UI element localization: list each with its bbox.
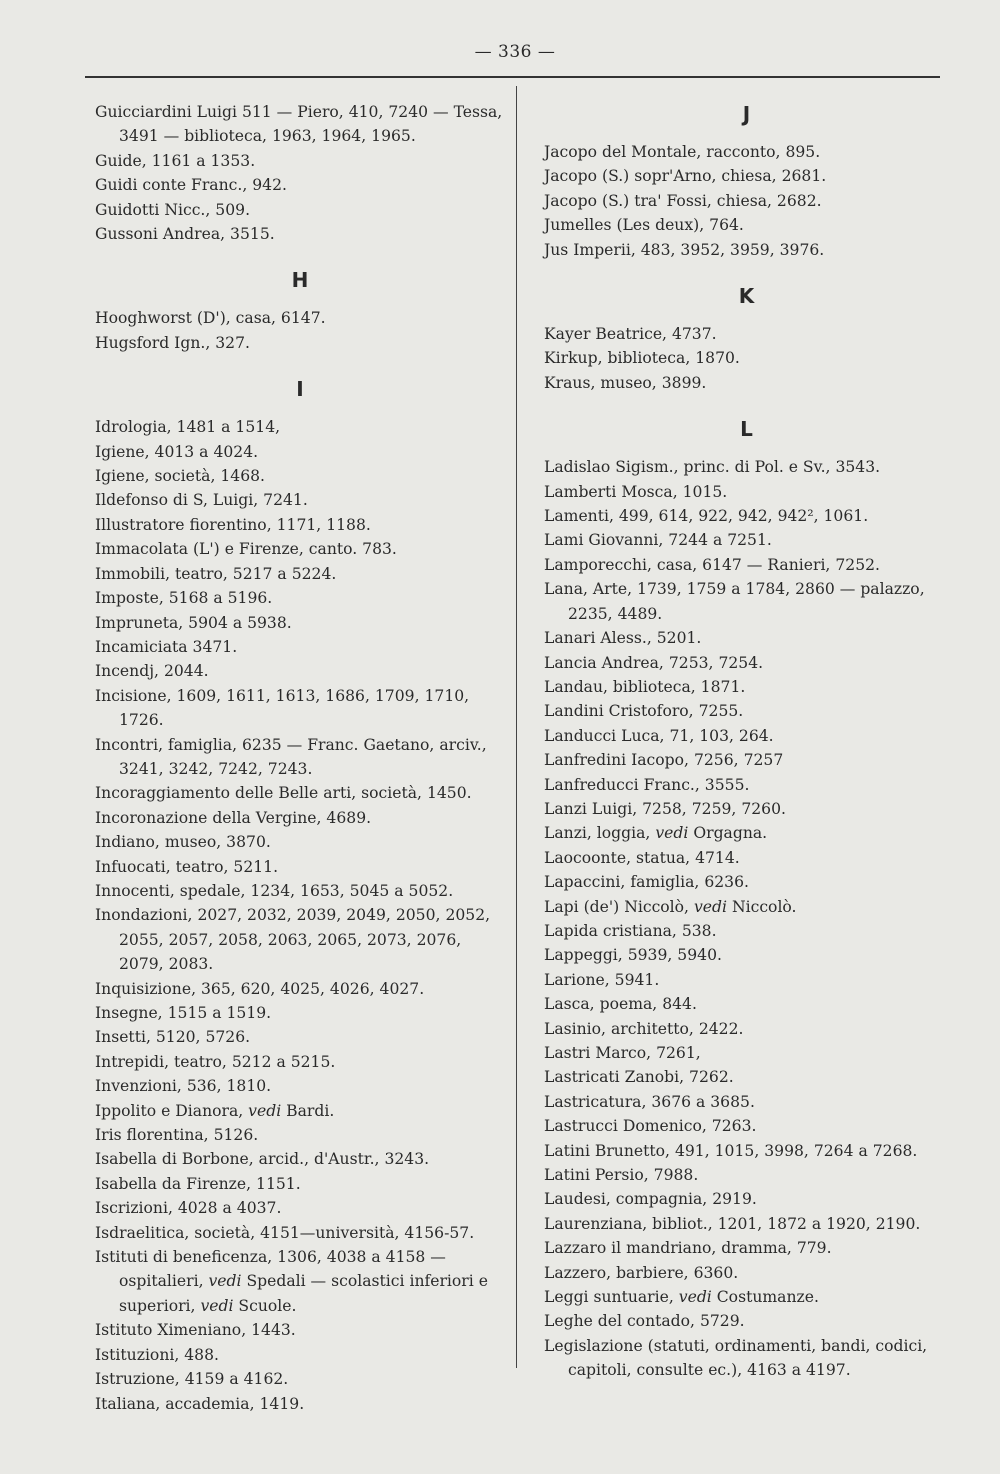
index-entry: Lazzaro il mandriano, dramma, 779. <box>544 1239 832 1258</box>
index-entry: Lappeggi, 5939, 5940. <box>544 946 722 965</box>
index-entry: Lasinio, architetto, 2422. <box>544 1019 744 1038</box>
index-entry: Lanzi, loggia, vedi Orgagna. <box>544 824 768 843</box>
index-entry: Lapi (de') Niccolò, vedi Niccolò. <box>544 897 797 916</box>
index-column-left <box>95 100 505 1416</box>
section-letter: K <box>738 284 755 309</box>
index-entry: Incamiciata 3471. <box>95 637 238 656</box>
index-entry: Iscrizioni, 4028 a 4037. <box>95 1199 282 1218</box>
index-entry: Laudesi, compagnia, 2919. <box>544 1190 757 1209</box>
index-entry: Lami Giovanni, 7244 a 7251. <box>544 531 772 550</box>
index-entry: Lastricati Zanobi, 7262. <box>544 1068 734 1087</box>
section-letter: H <box>291 268 309 293</box>
index-entry: Invenzioni, 536, 1810. <box>95 1077 272 1096</box>
index-entry: Istruzione, 4159 a 4162. <box>95 1370 289 1389</box>
index-entry: Lancia Andrea, 7253, 7254. <box>544 653 764 672</box>
index-entry: Leggi suntuarie, vedi Costumanze. <box>544 1288 819 1307</box>
index-entry: Guide, 1161 a 1353. <box>95 151 256 170</box>
index-entry: Idrologia, 1481 a 1514, <box>95 418 281 437</box>
index-entry: Iris florentina, 5126. <box>95 1126 259 1145</box>
index-entry: Inondazioni, 2027, 2032, 2039, 2049, 2050, 2052, 2055, 2057, 2058, 2063, 2065, 2073, 2076, 2079, 2083. <box>95 906 491 974</box>
index-entry: Illustratore fiorentino, 1171, 1188. <box>95 515 371 534</box>
index-entry: Landucci Luca, 71, 103, 264. <box>544 726 774 745</box>
index-entry: Lamberti Mosca, 1015. <box>544 482 728 501</box>
index-entry: Lanari Aless., 5201. <box>544 629 702 648</box>
index-column-right <box>544 102 949 1383</box>
index-entry: Immacolata (L') e Firenze, canto. 783. <box>95 540 397 559</box>
index-entry: Jacopo del Montale, racconto, 895. <box>544 143 821 161</box>
header-rule <box>85 76 940 78</box>
index-entry: Immobili, teatro, 5217 a 5224. <box>95 564 337 583</box>
index-entry: Isdraelitica, società, 4151—università, 4156-57. <box>95 1223 475 1242</box>
index-entry: Lanzi Luigi, 7258, 7259, 7260. <box>544 799 786 818</box>
page-number: — 336 — <box>474 42 556 62</box>
index-entry: Insetti, 5120, 5726. <box>95 1028 251 1047</box>
index-entry: Jus Imperii, 483, 3952, 3959, 3976. <box>544 240 825 259</box>
index-entry: Igiene, società, 1468. <box>95 467 266 486</box>
section-letter: L <box>740 417 753 442</box>
index-entry: Kayer Beatrice, 4737. <box>544 325 717 344</box>
index-entry: Incontri, famiglia, 6235 — Franc. Gaetano, arciv., 3241, 3242, 7242, 7243. <box>95 735 487 778</box>
index-entry: Guicciardini Luigi 511 — Piero, 410, 7240 — Tessa, 3491 — biblioteca, 1963, 1964, 1965. <box>95 103 503 146</box>
index-entry: Kraus, museo, 3899. <box>544 373 707 392</box>
index-entry: Insegne, 1515 a 1519. <box>95 1004 272 1022</box>
index-entry: Lastrucci Domenico, 7263. <box>544 1117 757 1136</box>
index-entry: Hooghworst (D'), casa, 6147. <box>95 309 326 328</box>
index-entry: Hugsford Ign., 327. <box>95 333 250 352</box>
index-entry: Intrepidi, teatro, 5212 a 5215. <box>95 1052 336 1071</box>
index-entry: Incendj, 2044. <box>95 662 209 681</box>
index-entry: Laurenziana, bibliot., 1201, 1872 a 1920, 2190. <box>544 1214 921 1233</box>
index-entry: Incoronazione della Vergine, 4689. <box>95 808 372 827</box>
index-entry: Impruneta, 5904 a 5938. <box>95 613 292 632</box>
index-entry: Infuocati, teatro, 5211. <box>95 857 279 876</box>
index-entry: Landini Cristoforo, 7255. <box>544 702 744 721</box>
index-entry: Igiene, 4013 a 4024. <box>95 442 259 461</box>
index-entry: Lapida cristiana, 538. <box>544 921 717 940</box>
index-entry: Incoraggiamento delle Belle arti, società, 1450. <box>95 784 472 803</box>
index-entry: Kirkup, biblioteca, 1870. <box>544 349 740 368</box>
index-entry: Istituto Ximeniano, 1443. <box>95 1321 296 1340</box>
index-entry: Innocenti, spedale, 1234, 1653, 5045 a 5052. <box>95 881 454 900</box>
index-entry: Isabella da Firenze, 1151. <box>95 1174 301 1193</box>
index-entry: Latini Persio, 7988. <box>544 1166 699 1185</box>
index-entry: Imposte, 5168 a 5196. <box>95 589 273 608</box>
index-entry: Ippolito e Dianora, vedi Bardi. <box>95 1101 335 1120</box>
index-entry: Landau, biblioteca, 1871. <box>544 677 746 696</box>
index-entry: Isabella di Borbone, arcid., d'Austr., 3243. <box>95 1150 430 1169</box>
index-entry: Jacopo (S.) sopr'Arno, chiesa, 2681. <box>544 167 827 186</box>
index-entry: Lastricatura, 3676 a 3685. <box>544 1092 755 1111</box>
index-entry: Lastri Marco, 7261, <box>544 1044 701 1062</box>
section-letter: I <box>296 377 304 402</box>
index-entry: Laocoonte, statua, 4714. <box>544 848 740 867</box>
index-entry: Lana, Arte, 1739, 1759 a 1784, 2860 — palazzo, 2235, 4489. <box>544 580 925 623</box>
index-entry: Lamenti, 499, 614, 922, 942, 942², 1061. <box>544 507 869 526</box>
index-entry: Lapaccini, famiglia, 6236. <box>544 873 749 892</box>
index-entry: Lanfredini Iacopo, 7256, 7257 <box>544 751 784 770</box>
index-entry: Legislazione (statuti, ordinamenti, bandi, codici, capitoli, consulte ec.), 4163 a 4197. <box>544 1336 928 1380</box>
index-entry: Inquisizione, 365, 620, 4025, 4026, 4027. <box>95 979 425 998</box>
index-entry: Guidotti Nicc., 509. <box>95 200 251 219</box>
index-entry: Istituti di beneficenza, 1306, 4038 a 4158 — ospitalieri, vedi Spedali — scolastici inferiori e superiori, vedi Scuole. <box>95 1248 488 1315</box>
index-entry: Indiano, museo, 3870. <box>95 833 271 852</box>
index-entry: Larione, 5941. <box>544 970 660 989</box>
index-entry: Italiana, accademia, 1419. <box>95 1394 305 1413</box>
index-entry: Jumelles (Les deux), 764. <box>544 216 744 235</box>
index-entry: Jacopo (S.) tra' Fossi, chiesa, 2682. <box>544 191 822 210</box>
column-divider <box>516 86 517 1368</box>
index-entry: Latini Brunetto, 491, 1015, 3998, 7264 a 7268. <box>544 1141 918 1160</box>
index-entry: Guidi conte Franc., 942. <box>95 176 287 195</box>
index-entry: Istituzioni, 488. <box>95 1345 219 1364</box>
section-letter: J <box>742 102 751 126</box>
index-entry: Lamporecchi, casa, 6147 — Ranieri, 7252. <box>544 555 880 574</box>
index-entry: Lasca, poema, 844. <box>544 995 697 1014</box>
index-entry: Ildefonso di S, Luigi, 7241. <box>95 491 308 510</box>
index-entry: Lazzero, barbiere, 6360. <box>544 1263 739 1282</box>
index-entry: Leghe del contado, 5729. <box>544 1312 745 1331</box>
index-entry: Lanfreducci Franc., 3555. <box>544 775 750 794</box>
index-entry: Incisione, 1609, 1611, 1613, 1686, 1709, 1710, 1726. <box>95 686 470 730</box>
index-entry: Gussoni Andrea, 3515. <box>95 225 275 244</box>
index-entry: Ladislao Sigism., princ. di Pol. e Sv., 3543. <box>544 458 881 477</box>
